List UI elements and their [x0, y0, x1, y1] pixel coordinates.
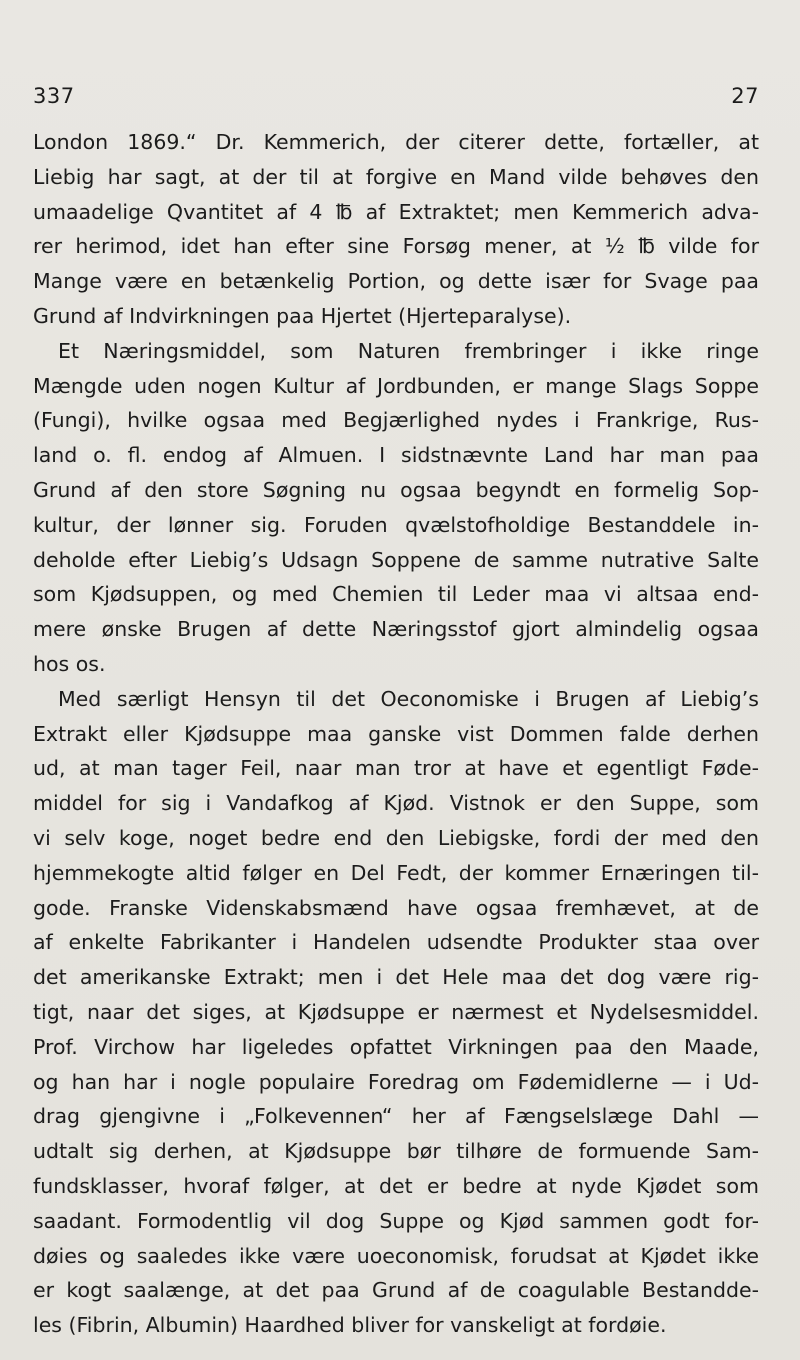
text-line: saadant. Formodentlig vil dog Suppe og Kjød sammen godt for-: [33, 1208, 759, 1233]
text-line: døies og saaledes ikke være uoeconomisk, forudsat at Kjødet ikke: [33, 1243, 759, 1268]
text-line: af enkelte Fabrikanter i Handelen udsendte Produkter staa over: [33, 930, 759, 955]
text-line: (Fungi), hvilke ogsaa med Begjærlighed nydes i Frankrige, Rus-: [33, 408, 759, 433]
text-line: drag gjengivne i „Folkevennen“ her af Fængselslæge Dahl —: [33, 1104, 759, 1129]
text-line: Mængde uden nogen Kultur af Jordbunden, er mange Slags Soppe: [33, 373, 759, 398]
text-line: mere ønske Brugen af dette Næringsstof gjort almindelig ogsaa: [33, 617, 759, 642]
text-line: London 1869.“ Dr. Kemmerich, der citerer dette, fortæller, at: [33, 130, 759, 154]
text-line: land o. fl. endog af Almuen. I sidstnævnte Land har man paa: [33, 443, 759, 468]
text-line: Mange være en betænkelig Portion, og dette især for Svage paa: [33, 269, 759, 294]
text-line: Grund af Indvirkningen paa Hjertet (Hjerteparalyse).: [33, 303, 572, 328]
text-line: rer herimod, idet han efter sine Forsøg mener, at ½ ℔ vilde for: [33, 234, 759, 259]
text-line: deholde efter Liebig’s Udsagn Soppene de samme nutrative Salte: [33, 547, 759, 572]
text-line: middel for sig i Vandafkog af Kjød. Vistnok er den Suppe, som: [33, 791, 759, 816]
text-line: Liebig har sagt, at der til at forgive en Mand vilde behøves den: [33, 164, 759, 189]
page-number-left: 337: [33, 84, 75, 108]
text-line: og han har i nogle populaire Foredrag om Fødemidlerne — i Ud-: [33, 1069, 759, 1094]
text-line: kultur, der lønner sig. Foruden qvælstofholdige Bestanddele in-: [33, 512, 759, 537]
text-line: Extrakt eller Kjødsuppe maa ganske vist Dommen falde derhen: [33, 721, 759, 746]
text-line: tigt, naar det siges, at Kjødsuppe er nærmest et Nydelsesmiddel.: [33, 999, 759, 1024]
text-line: umaadelige Qvantitet af 4 ℔ af Extraktet; men Kemmerich adva-: [33, 199, 759, 224]
text-line: Et Næringsmiddel, som Naturen frembringer i ikke ringe: [58, 338, 759, 363]
text-line: hos os.: [33, 651, 106, 676]
page-number-right: 27: [731, 84, 759, 108]
text-line: som Kjødsuppen, og med Chemien til Leder maa vi altsaa end-: [33, 582, 759, 607]
text-line: Med særligt Hensyn til det Oeconomiske i Brugen af Liebig’s: [58, 686, 759, 711]
body-text: [33, 125, 759, 1343]
text-line: hjemmekogte altid følger en Del Fedt, der kommer Ernæringen til-: [33, 860, 759, 885]
page-header: [33, 84, 759, 114]
text-line: gode. Franske Videnskabsmænd have ogsaa fremhævet, at de: [33, 895, 759, 920]
text-line: er kogt saalænge, at det paa Grund af de coagulable Bestandde-: [33, 1278, 759, 1303]
text-line: det amerikanske Extrakt; men i det Hele maa det dog være rig-: [33, 965, 759, 990]
text-line: fundsklasser, hvoraf følger, at det er bedre at nyde Kjødet som: [33, 1173, 759, 1198]
text-line: ud, at man tager Feil, naar man tror at have et egentligt Føde-: [33, 756, 759, 781]
text-line: Grund af den store Søgning nu ogsaa begyndt en formelig Sop-: [33, 477, 759, 502]
text-line: les (Fibrin, Albumin) Haardhed bliver for vanskeligt at fordøie.: [33, 1313, 667, 1338]
text-line: udtalt sig derhen, at Kjødsuppe bør tilhøre de formuende Sam-: [33, 1139, 759, 1164]
text-line: Prof. Virchow har ligeledes opfattet Virkningen paa den Maade,: [33, 1034, 759, 1059]
text-line: vi selv koge, noget bedre end den Liebigske, fordi der med den: [33, 825, 759, 850]
